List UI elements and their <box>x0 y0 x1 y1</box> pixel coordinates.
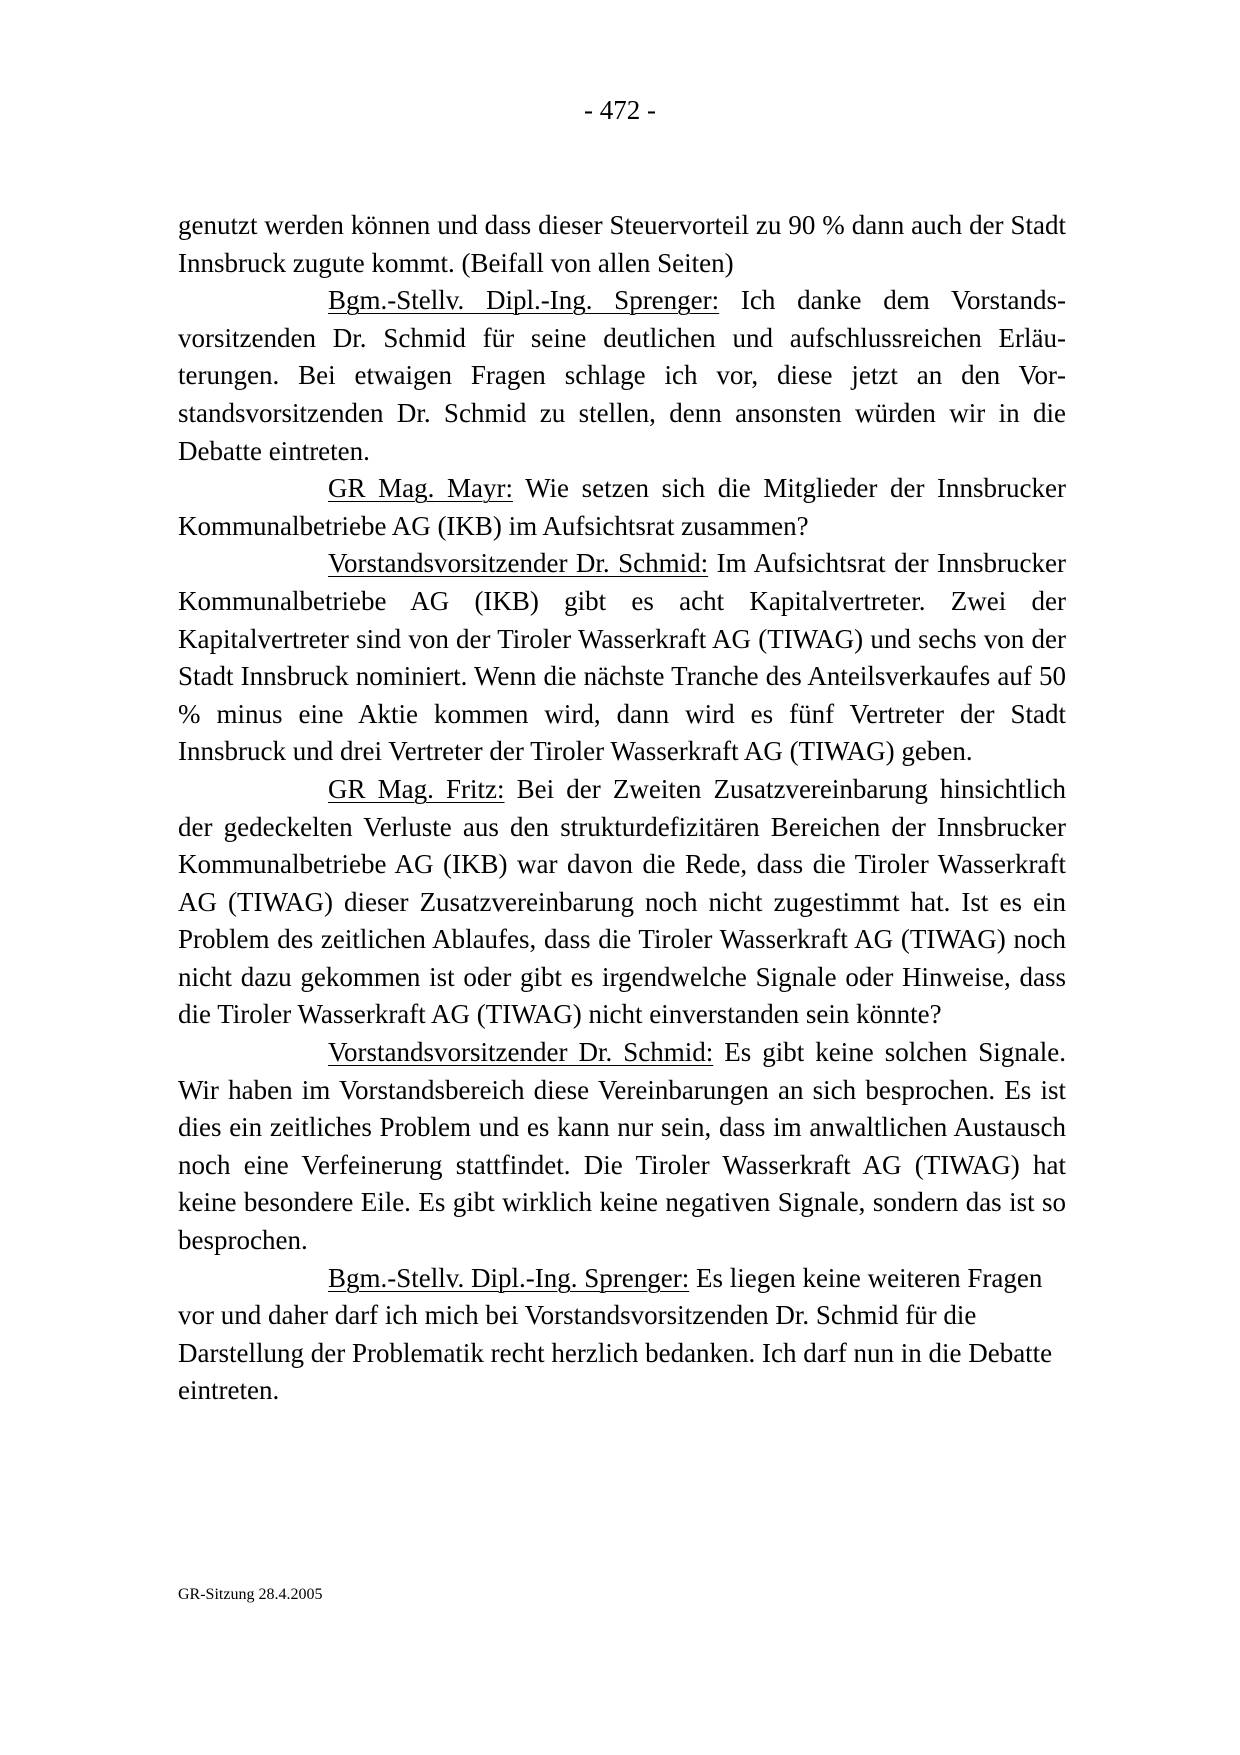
speaker-name: GR Mag. Mayr: <box>328 473 513 504</box>
paragraph-sprenger-1 <box>178 282 1066 470</box>
paragraph-fritz <box>178 771 1066 1034</box>
speaker-name: GR Mag. Fritz: <box>328 773 505 804</box>
paragraph-text: Es liegen keine weiteren Fragen vor und daher darf ich mich bei Vorstandsvorsitzenden Dr. Schmid für die Darstellung der Problematik recht herzlich bedanken. Ich darf nun in die Debatte eintreten. <box>178 1262 1053 1406</box>
speaker-name: Bgm.-Stellv. Dipl.-Ing. Sprenger: <box>328 1262 690 1293</box>
paragraph-schmid-1 <box>178 545 1066 771</box>
paragraph-schmid-2 <box>178 1034 1066 1260</box>
footer-session-date: GR-Sitzung 28.4.2005 <box>178 1586 323 1603</box>
paragraph-text: Im Aufsichtsrat der Innsbrucker Kommunalbetriebe AG (IKB) gibt es acht Kapitalvertreter. Zwei der Kapitalvertreter sind von der Tiroler Wasserkraft AG (TIWAG) und sechs von der Stadt Innsbruck nominiert. Wenn die nächste Tranche des Anteilsverkaufes auf 50 % minus eine Aktie kommen wird, dann wird es fünf Vertreter der Stadt Innsbruck und drei Vertreter der Tiroler Wasserkraft AG (TIWAG) geben. <box>178 548 1066 767</box>
speaker-name: Vorstandsvorsitzender Dr. Schmid: <box>328 1037 714 1068</box>
paragraph-continuation <box>178 207 1066 282</box>
document-body <box>178 207 1066 1410</box>
paragraph-text: Es gibt keine solchen Signale. Wir haben im Vorstandsbereich diese Vereinbarungen an sich besprochen. Es ist dies ein zeitliches Problem und es kann nur sein, dass im anwaltlichen Austausch noch eine Verfeinerung stattfindet. Die Tiroler Wasserkraft AG (TIWAG) hat keine besondere Eile. Es gibt wirklich keine negativen Signale, sondern das ist so besprochen. <box>178 1037 1067 1256</box>
speaker-name: Bgm.-Stellv. Dipl.-Ing. Sprenger: <box>328 285 720 316</box>
speaker-name: Vorstandsvorsitzender Dr. Schmid: <box>328 548 709 579</box>
paragraph-text: Wie setzen sich die Mitglieder der Innsbrucker Kommunalbetriebe AG (IKB) im Aufsichtsrat zusammen? <box>178 473 1066 541</box>
page-number: - 472 - <box>584 95 656 125</box>
paragraph-sprenger-2 <box>178 1260 1066 1410</box>
paragraph-text: genutzt werden können und dass dieser Steuervorteil zu 90 % dann auch der Stadt Innsbruck zugute kommt. (Beifall von allen Seiten) <box>178 210 1066 278</box>
paragraph-mayr <box>178 470 1066 545</box>
paragraph-text: Bei der Zweiten Zusatzvereinbarung hinsichtlich der gedeckelten Verluste aus den strukturdefizitären Bereichen der Innsbrucker Kommunalbetriebe AG (IKB) war davon die Rede, dass die Tiroler Wasserkraft AG (TIWAG) dieser Zusatzvereinbarung noch nicht zugestimmt hat. Ist es ein Problem des zeitlichen Ablaufes, dass die Tiroler Wasserkraft AG (TIWAG) noch nicht dazu gekommen ist oder gibt es irgendwelche Signale oder Hinweise, dass die Tiroler Wasserkraft AG (TIWAG) nicht einverstanden sein könnte? <box>178 773 1066 1030</box>
paragraph-text: Ich danke dem Vorstandsvorsitzenden Dr. Schmid für seine deutlichen und aufschlussreichen Erläuterungen. Bei etwaigen Fragen schlage ich vor, diese jetzt an den Vorstandsvorsitzenden Dr. Schmid zu stellen, denn ansonsten würden wir in die Debatte eintreten. <box>178 285 1066 466</box>
